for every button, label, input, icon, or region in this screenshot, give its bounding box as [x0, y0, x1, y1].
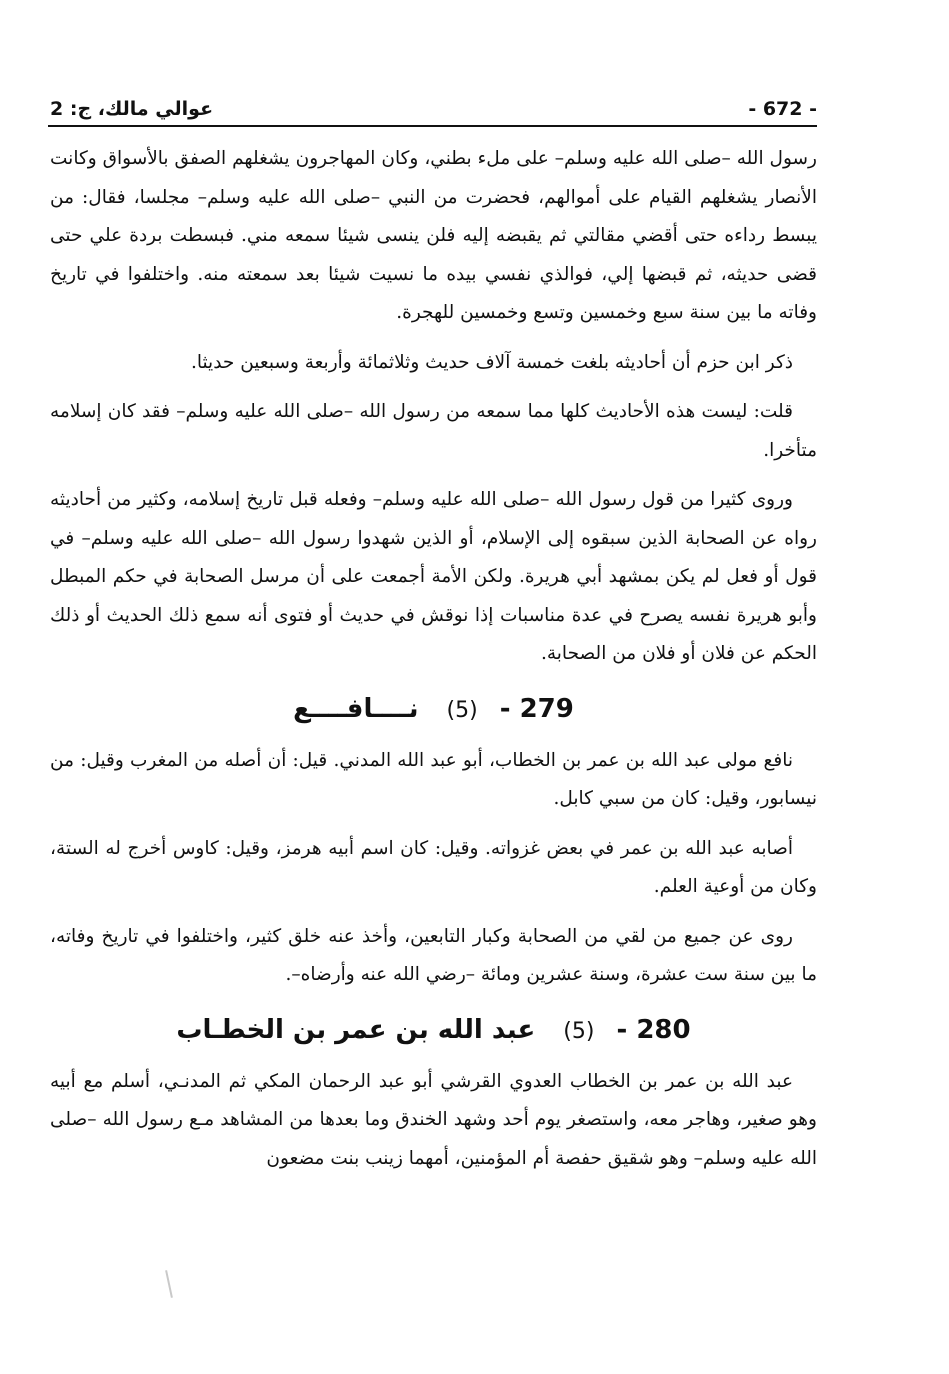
section-number: 279 -: [499, 693, 574, 724]
paragraph: عبد الله بن عمر بن الخطاب العدوي القرشي أبو عبد الرحمان المكي ثم المدنـي، أسلم مع أبيه وهو صغير، وهاجر معه، واستصغر يوم أحد وشهد الخندق وما بعدها من المشاهد مـع رسول الله –صلى الله عليه وسلم– وهو شقيق حفصة أم المؤمنين، أمهما زينب بنت مضعون: [50, 1070, 817, 1169]
header-rule: [48, 125, 817, 127]
paragraph: وروى كثيرا من قول رسول الله –صلى الله عليه وسلم– وفعله قبل تاريخ إسلامه، وكثير من أحاديثه رواه عن الصحابة الذين سبقوه إلى الإسلام، أو الذين شهدوا رسول الله –صلى الله عليه وسلم– في قول أو فعل لم يكن بمشهد أبي هريرة. ولكن الأمة أجمعت على أن مرسل الصحابة في حكم المبطل وأبو هريرة نفسه يصرح في عدة مناسبات إذا نوقش في حديث أو فتوى أنه سمع ذلك الحديث أو ذلك الحكم عن فلان أو فلان من الصحابة.: [50, 489, 817, 664]
section-number: 280 -: [616, 1014, 691, 1045]
section-heading-279: [50, 694, 817, 724]
section-volume: (5): [446, 697, 478, 723]
paragraph: أصابه عبد الله بن عمر في بعض غزواته. وقيل: كان اسم أبيه هرمز، وقيل: كاوس أخرج له الستة، وكان من أوعية العلم.: [50, 837, 817, 897]
page-body: [50, 140, 817, 1189]
pencil-mark: [165, 1270, 173, 1298]
paragraph: ذكر ابن حزم أن أحاديثه بلغت خمسة آلاف حديث وثلاثمائة وأربعة وسبعين حديثا.: [190, 351, 793, 373]
header-title: عوالي مالك، ج: 2: [50, 98, 214, 120]
section-title: نــــافــــع: [293, 693, 419, 724]
paragraph: روى عن جميع من لقي من الصحابة وكبار التابعين، وأخذ عنه خلق كثير، واختلفوا في تاريخ وفاته، ما بين سنة ست عشرة، وسنة عشرين ومائة –رضي الله عنه وأرضاه–.: [50, 925, 817, 985]
section-volume: (5): [563, 1018, 595, 1044]
page-number: - 672 -: [748, 98, 817, 120]
paragraph: نافع مولى عبد الله بن عمر بن الخطاب، أبو عبد الله المدني. قيل: أن أصله من المغرب وقيل: من نيسابور، وقيل: كان من سبي كابل.: [50, 749, 817, 809]
running-header: [50, 84, 817, 120]
section-title: عبد الله بن عمر بن الخطـاب: [176, 1014, 536, 1045]
paragraph: قلت: ليست هذه الأحاديث كلها مما سمعه من رسول الله –صلى الله عليه وسلم– فقد كان إسلامه متأخرا.: [50, 401, 817, 461]
section-heading-280: [50, 1015, 817, 1045]
paragraph: رسول الله –صلى الله عليه وسلم– على ملء بطني، وكان المهاجرون يشغلهم الصفق بالأسواق وكانت الأنصار يشغلهم القيام على أموالهم، فحضرت من النبي –صلى الله عليه وسلم– مجلسا، فقال: من يبسط رداءه حتى أقضي مقالتي ثم يقبضه إليه فلن ينسى شيئا سمعه مني. فبسطت بردة علي حتى قضى حديثه، ثم قبضها إلي، فوالذي نفسي بيده ما نسيت شيئا بعد سمعته منه. واختلفوا في تاريخ وفاته ما بين سنة سبع وخمسين وتسع وخمسين للهجرة.: [50, 148, 817, 323]
